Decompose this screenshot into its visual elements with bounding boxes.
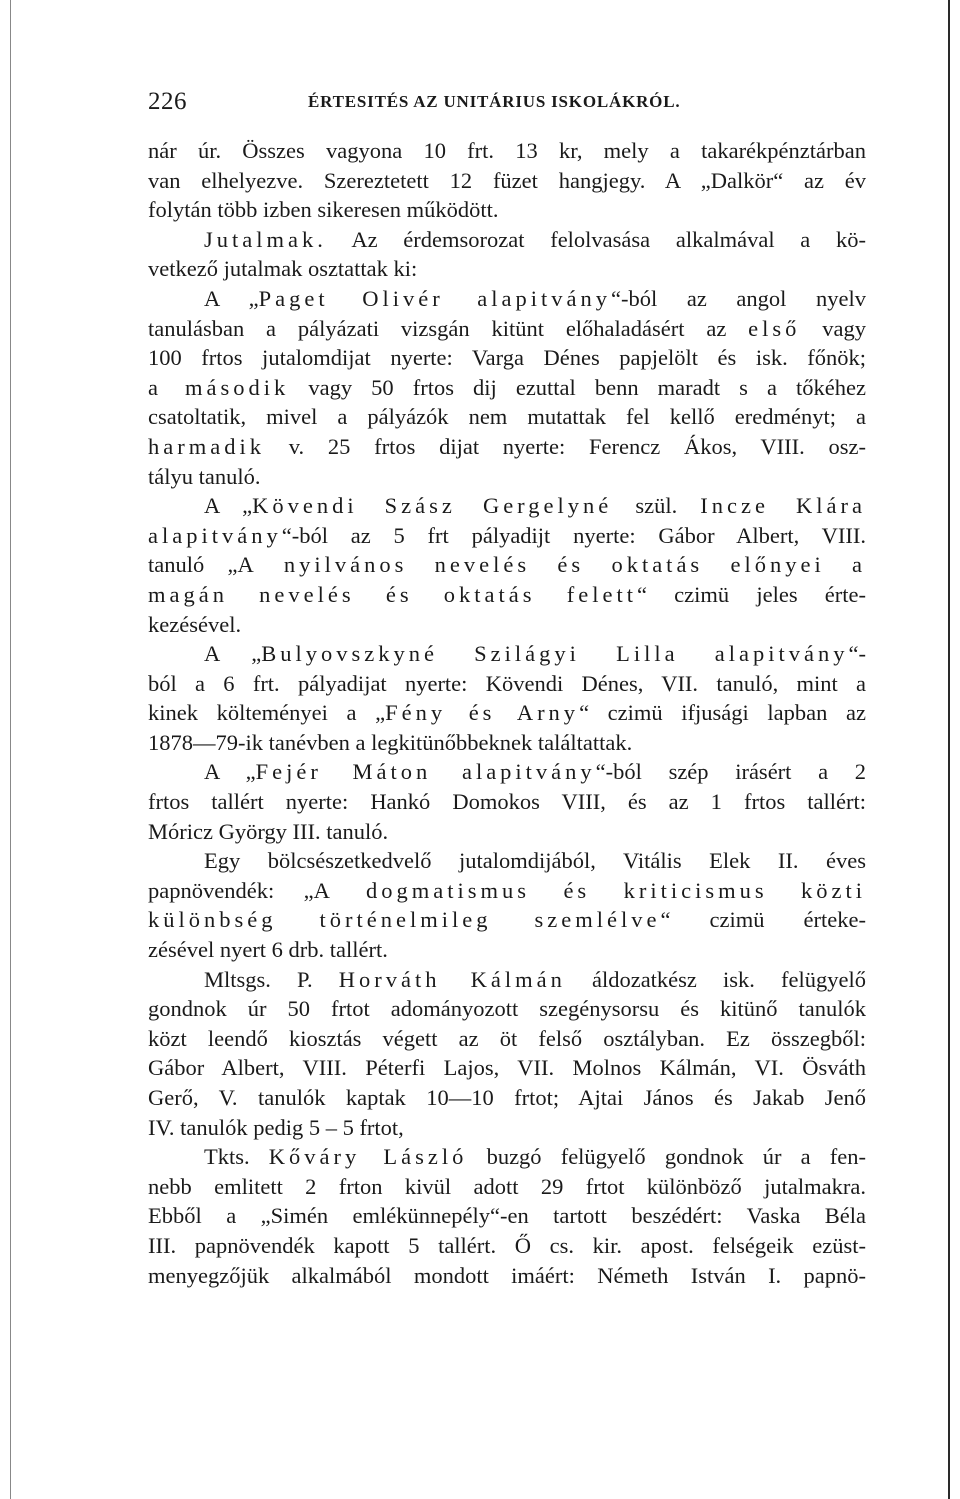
text-line <box>148 817 866 847</box>
text-line <box>148 876 866 906</box>
text-segment: ból a 6 frt. pályadijat nyerte: Kövendi Dénes, VII. tanuló, mint a <box>148 670 866 696</box>
text-segment: IV. tanulók pedig 5 – 5 frtot, <box>148 1114 404 1140</box>
text-segment: A „ <box>204 493 253 519</box>
text-line <box>148 965 866 995</box>
text-segment: szül. <box>612 493 701 519</box>
text-segment: Egy bölcsészetkedvelő jutalomdijából, Vitális Elek II. éves <box>204 848 866 874</box>
page-edge-right <box>948 0 950 1499</box>
text-segment: “ czimü érteke- <box>660 907 866 933</box>
text-segment: A „ <box>204 641 262 667</box>
text-line <box>148 166 866 196</box>
text-segment: Az érdemsorozat felolvasása alkalmával a kö- <box>326 226 866 252</box>
text-segment: tanulásban a pályázati vizsgán kitünt előhaladásért az <box>148 315 749 341</box>
text-line <box>148 136 866 166</box>
text-line <box>148 1261 866 1291</box>
spaced-emphasis: Kövendi Szász Gergelyné <box>252 493 613 519</box>
text-line <box>148 1142 866 1172</box>
text-line <box>148 757 866 787</box>
spaced-emphasis: a második <box>148 374 290 400</box>
text-segment: “ czimü ifjusági lapban az <box>579 700 866 726</box>
text-segment: van elhelyezve. Szereztetett 12 füzet hangjegy. A „Dalkör“ az év <box>148 167 866 193</box>
spaced-emphasis: Fény és Arny <box>385 700 580 726</box>
text-line <box>148 698 866 728</box>
text-line <box>148 254 866 284</box>
spaced-emphasis: A dogmatismus és kriticismus közti <box>313 877 866 903</box>
text-line <box>148 1024 866 1054</box>
text-segment: 1878—79-ik tanévben a legkitünőbbeknek találtattak. <box>148 729 633 755</box>
text-segment: Móricz György III. tanuló. <box>148 818 389 844</box>
text-segment: “-ból az angol nyelv <box>611 285 866 311</box>
text-line <box>148 610 866 640</box>
spaced-emphasis: harmadik <box>148 433 265 459</box>
text-segment: papnövendék: „ <box>148 877 314 903</box>
text-line <box>148 1053 866 1083</box>
spaced-emphasis: Fejér Máton alapitvány <box>255 759 596 785</box>
text-line <box>148 343 866 373</box>
text-segment: 100 frtos jutalomdijat nyerte: Varga Dénes papjelölt és isk. főnök; <box>148 345 866 371</box>
spaced-emphasis: első <box>748 315 801 341</box>
text-line <box>148 1231 866 1261</box>
spaced-emphasis: A nyilvános nevelés és oktatás előnyei a <box>237 552 866 578</box>
spaced-emphasis: Jutalmak. <box>204 226 327 252</box>
text-segment: kezésével. <box>148 611 242 637</box>
text-segment: kinek költeményei a „ <box>148 700 386 726</box>
text-segment: közt leendő kiosztás végett az öt felső osztályban. Ez összegből: <box>148 1025 866 1051</box>
text-line <box>148 639 866 669</box>
text-line <box>148 846 866 876</box>
text-line <box>148 580 866 610</box>
spaced-emphasis: Horváth Kálmán <box>338 966 566 992</box>
text-line <box>148 432 866 462</box>
page-number: 226 <box>148 88 187 115</box>
text-segment: vagy 50 frtos dij ezuttal benn maradt s a tőkéhez <box>289 374 866 400</box>
text-line <box>148 935 866 965</box>
text-line <box>148 669 866 699</box>
text-segment: “ czimü jeles érte- <box>636 581 866 607</box>
text-line <box>148 1113 866 1143</box>
text-segment: zésével nyert 6 drb. tallért. <box>148 937 388 963</box>
text-segment: A „ <box>204 759 256 785</box>
text-segment: tanuló „ <box>148 552 238 578</box>
text-segment: gondnok úr 50 frtot adományozott szegénysorsu és kitünő tanulók <box>148 996 866 1022</box>
spaced-emphasis: Bulyovszkyné Szilágyi Lilla alapitvány <box>261 641 849 667</box>
body-text <box>148 136 866 1290</box>
text-line <box>148 994 866 1024</box>
text-segment: folytán több izben sikeresen működött. <box>148 197 499 223</box>
text-segment: frtos tallért nyerte: Hankó Domokos VIII, és az 1 frtos tallért: <box>148 789 866 815</box>
text-line <box>148 225 866 255</box>
text-line <box>148 521 866 551</box>
text-segment: “-ból az 5 frt pályadijt nyerte: Gábor Albert, VIII. <box>281 522 866 548</box>
text-line <box>148 1083 866 1113</box>
text-segment: Gábor Albert, VIII. Péterfi Lajos, VII. Molnos Kálmán, VI. Ösváth <box>148 1055 866 1081</box>
text-line <box>148 373 866 403</box>
text-line <box>148 195 866 225</box>
text-segment: A „ <box>204 285 259 311</box>
text-segment: “-ból szép irásért a 2 <box>595 759 866 785</box>
text-segment: Mltsgs. P. <box>204 966 339 992</box>
page-header <box>148 88 868 120</box>
text-segment: menyegzőjük alkalmából mondott imáért: Németh István I. papnö- <box>148 1262 866 1288</box>
text-segment: csatoltatik, mivel a pályázók nem mutattak fel kellő eredményt; a <box>148 404 866 430</box>
text-segment: vetkező jutalmak osztattak ki: <box>148 256 418 282</box>
text-line <box>148 1201 866 1231</box>
text-segment: áldozatkész isk. felügyelő <box>565 966 866 992</box>
text-line <box>148 284 866 314</box>
spaced-emphasis: Paget Olivér alapitvány <box>258 285 611 311</box>
text-segment: “- <box>848 641 866 667</box>
page-edge-left <box>10 0 11 1499</box>
text-segment: Tkts. <box>204 1144 269 1170</box>
text-segment: III. papnövendék kapott 5 tallért. Ő cs. kir. apost. felségeik ezüst- <box>148 1232 866 1258</box>
text-segment: Gerő, V. tanulók kaptak 10—10 frtot; Ajtai János és Jakab Jenő <box>148 1085 866 1110</box>
text-segment: nár úr. Összes vagyona 10 frt. 13 kr, mely a takarékpénztárban <box>148 138 866 163</box>
spaced-emphasis: magán nevelés és oktatás felett <box>148 581 637 607</box>
text-line <box>148 462 866 492</box>
spaced-emphasis: alapitvány <box>148 522 282 548</box>
text-line <box>148 905 866 935</box>
text-line <box>148 1172 866 1202</box>
text-segment: Ebből a „Simén emlékünnepély“-en tartott beszédért: Vaska Béla <box>148 1203 866 1229</box>
text-segment: buzgó felügyelő gondnok úr a fen- <box>467 1144 866 1170</box>
spaced-emphasis: különbség történelmileg szemlélve <box>148 907 661 933</box>
text-line <box>148 728 866 758</box>
text-segment: tályu tanuló. <box>148 463 261 489</box>
text-segment: vagy <box>800 315 866 341</box>
text-line <box>148 314 866 344</box>
running-head: ÉRTESITÉS AZ UNITÁRIUS ISKOLÁKRÓL. <box>308 92 681 111</box>
text-line <box>148 491 866 521</box>
spaced-emphasis: Kőváry László <box>268 1144 468 1170</box>
text-line <box>148 402 866 432</box>
spaced-emphasis: Incze Klára <box>700 493 867 519</box>
text-segment: v. 25 frtos dijat nyerte: Ferencz Ákos, VIII. osz- <box>264 433 866 459</box>
text-line <box>148 550 866 580</box>
text-segment: nebb emlitett 2 frton kivül adott 29 frtot különböző jutalmakra. <box>148 1173 866 1199</box>
text-line <box>148 787 866 817</box>
